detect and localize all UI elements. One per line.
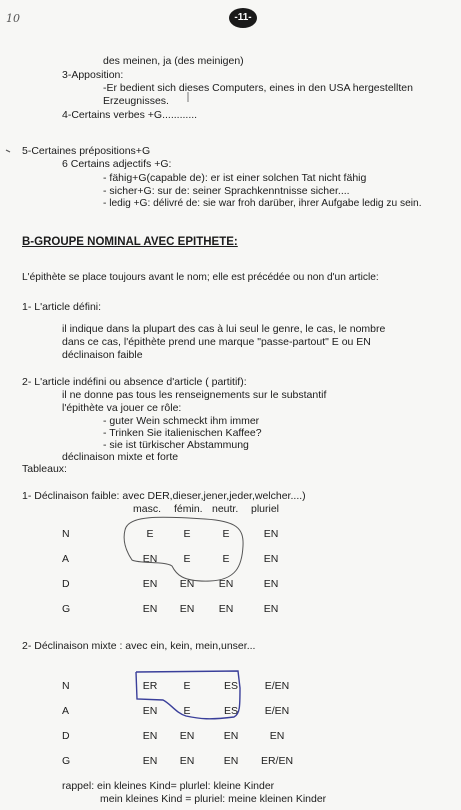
text-line: l'épithète va jouer ce rôle: xyxy=(62,402,182,414)
table2-cell: EN xyxy=(179,755,195,767)
table2-cell: ES xyxy=(223,705,238,717)
table1-cell: EN xyxy=(142,578,158,590)
text-line: Tableaux: xyxy=(22,463,67,475)
page-number-badge: -11- xyxy=(229,8,257,28)
table1-case-label: N xyxy=(62,528,70,540)
table1-cell: E xyxy=(183,553,191,565)
table2-cell: ER/EN xyxy=(260,755,294,767)
text-line: 1- Déclinaison faible: avec DER,dieser,jener,jeder,welcher....) xyxy=(22,490,306,502)
text-line: Erzeugnisses. xyxy=(103,95,169,107)
text-line: - ledig +G: délivré de: sie war froh darüber, ihrer Aufgabe ledig zu sein. xyxy=(103,198,422,209)
table2-cell: EN xyxy=(223,755,239,767)
text-line: L'épithète se place toujours avant le nom; elle est précédée ou non d'un article: xyxy=(22,272,379,283)
table1-cell: EN xyxy=(263,528,279,540)
table1-cell: EN xyxy=(218,578,234,590)
text-line: 1- L'article défini: xyxy=(22,301,102,313)
table1-cell: EN xyxy=(263,603,279,615)
table2-cell: EN xyxy=(223,730,239,742)
text-line: des meinen, ja (des meinigen) xyxy=(103,55,244,67)
table1-cell: EN xyxy=(179,603,195,615)
table1-header-pluriel: pluriel xyxy=(251,503,280,515)
text-line: dans ce cas, l'épithète prend une marque "passe-partout" E ou EN xyxy=(62,336,371,348)
table1-case-label: D xyxy=(62,578,70,590)
table1-cell: E xyxy=(183,528,191,540)
table1-case-label: A xyxy=(62,553,70,565)
text-line: 6 Certains adjectifs +G: xyxy=(62,158,172,170)
text-line: 2- L'article indéfini ou absence d'article ( partitif): xyxy=(22,376,247,388)
table1-cell: E xyxy=(146,528,154,540)
table2-cell: EN xyxy=(142,730,158,742)
table1-cell: EN xyxy=(263,578,279,590)
section-heading: B-GROUPE NOMINAL AVEC EPITHETE: xyxy=(22,236,238,248)
table2-case-label: N xyxy=(62,680,70,692)
table1-header-neutr: neutr. xyxy=(212,503,239,515)
text-line: - fähig+G(capable de): er ist einer solchen Tat nicht fähig xyxy=(103,172,367,184)
text-line: déclinaison faible xyxy=(62,349,143,361)
table2-cell: E xyxy=(183,705,191,717)
table2-cell: E/EN xyxy=(264,680,290,692)
text-line: - sicher+G: sur de: seiner Sprachkenntnisse sicher.... xyxy=(103,185,350,197)
table2-cell: ES xyxy=(223,680,238,692)
table1-cell: EN xyxy=(179,578,195,590)
table1-header-femin: fémin. xyxy=(174,503,203,515)
table2-cell: EN xyxy=(142,705,158,717)
text-line: -Er bedient sich dieses Computers, eines in den USA hergestellten xyxy=(103,82,413,94)
text-line: il indique dans la plupart des cas à lui seul le genre, le cas, le nombre xyxy=(62,323,386,335)
table2-case-label: G xyxy=(62,755,71,767)
text-line: 5-Certaines prépositions+G xyxy=(22,145,151,157)
table1-cell: EN xyxy=(263,553,279,565)
table2-cell: EN xyxy=(142,755,158,767)
table2-cell: EN xyxy=(179,730,195,742)
table1-header-masc: masc. xyxy=(133,503,162,515)
table1-cell: EN xyxy=(142,603,158,615)
pencil-tick xyxy=(6,150,10,152)
pencil-loop-table1 xyxy=(124,517,243,581)
text-line: 4-Certains verbes +G............ xyxy=(62,109,198,121)
text-line: - sie ist türkischer Abstammung xyxy=(103,439,249,451)
text-line: - Trinken Sie italienischen Kaffee? xyxy=(103,427,262,439)
text-line: déclinaison mixte et forte xyxy=(62,451,179,463)
text-line: 3-Apposition: xyxy=(62,69,124,81)
table1-cell: EN xyxy=(142,553,158,565)
table1-case-label: G xyxy=(62,603,71,615)
table2-cell: E/EN xyxy=(264,705,290,717)
table2-cell: EN xyxy=(269,730,285,742)
table2-cell: E xyxy=(183,680,191,692)
table2-case-label: A xyxy=(62,705,70,717)
text-line: 2- Déclinaison mixte : avec ein, kein, mein,unser... xyxy=(22,640,256,652)
text-line: mein kleines Kind = pluriel: meine kleinen Kinder xyxy=(100,793,327,805)
table1-cell: E xyxy=(222,528,230,540)
text-line: - guter Wein schmeckt ihm immer xyxy=(103,415,260,427)
table2-case-label: D xyxy=(62,730,70,742)
scan-mark: 10 xyxy=(6,12,20,25)
text-line: rappel: ein kleines Kind= plurlel: kleine Kinder xyxy=(62,780,275,792)
table1-cell: EN xyxy=(218,603,234,615)
table1-cell: E xyxy=(222,553,230,565)
table2-cell: ER xyxy=(142,680,158,692)
text-line: il ne donne pas tous les renseignements sur le substantif xyxy=(62,389,327,401)
